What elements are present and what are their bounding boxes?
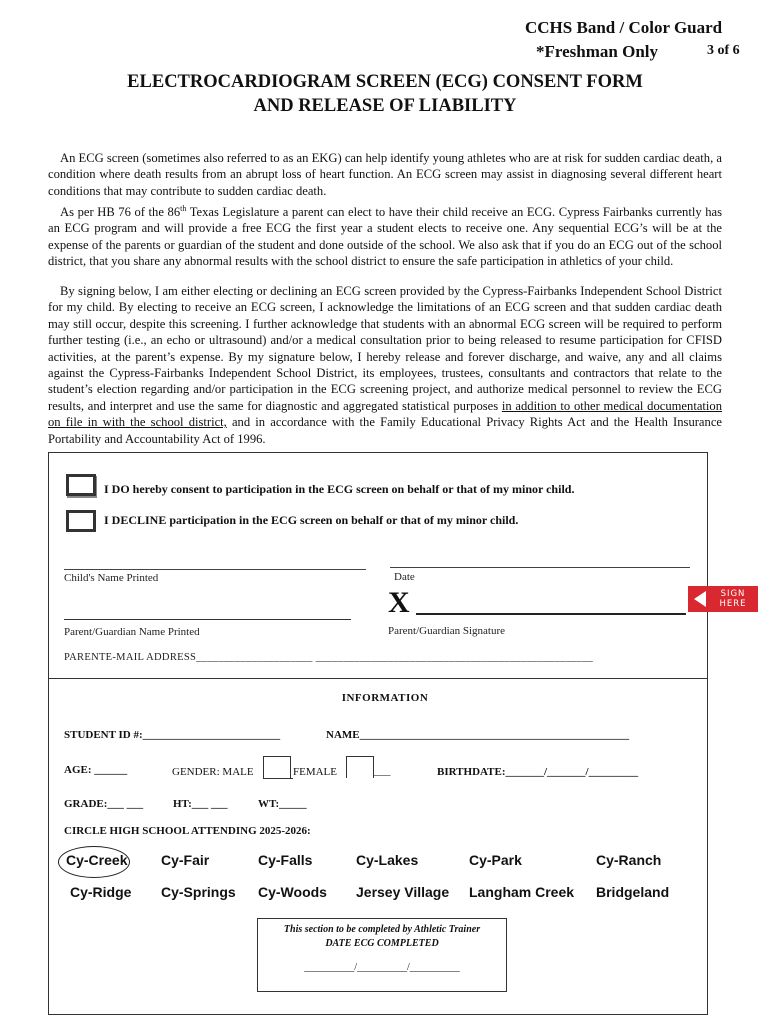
school-cy-ridge[interactable]: Cy-Ridge bbox=[70, 884, 132, 900]
organization-title: CCHS Band / Color Guard bbox=[525, 18, 723, 37]
decline-label: I DECLINE participation in the ECG screen on behalf or that of my minor child. bbox=[104, 513, 519, 527]
student-id-field[interactable]: STUDENT ID #:_________________________ bbox=[64, 729, 281, 741]
school-cy-ranch[interactable]: Cy-Ranch bbox=[596, 852, 662, 868]
birthdate-field[interactable]: BIRTHDATE:_______/_______/_________ bbox=[437, 766, 639, 778]
consent-label: I DO hereby consent to participation in the ECG screen on behalf or that of my minor child. bbox=[104, 482, 575, 496]
paragraph-intro: An ECG screen (sometimes also referred to as an EKG) can help identify young athletes who are at risk for sudden cardiac death, a condition where death results from an abrupt loss of heart function. An ECG screen may assist in diagnosing several different heart conditions that may contribute to sudden cardiac death. bbox=[48, 151, 722, 198]
p2-text-a: As per HB 76 of the 86 bbox=[60, 205, 181, 219]
p3-text-b: and in accordance with the Family Educational Privacy Rights Act and the Health Insurance Portability and Accountability Act of 1996. bbox=[48, 415, 722, 446]
ecg-date-field[interactable]: __________/__________/__________ bbox=[304, 962, 460, 973]
trainer-note: This section to be completed by Athletic Trainer bbox=[283, 924, 481, 935]
female-box[interactable] bbox=[346, 756, 374, 778]
school-cy-park[interactable]: Cy-Park bbox=[469, 852, 522, 868]
school-jersey-village[interactable]: Jersey Village bbox=[356, 884, 450, 900]
p2-superscript: th bbox=[180, 203, 187, 213]
age-field[interactable]: AGE: ______ bbox=[64, 764, 128, 776]
gender-tail: ___ bbox=[374, 765, 391, 777]
name-field[interactable]: NAME_________________________________________________ bbox=[326, 729, 630, 741]
school-cy-fair[interactable]: Cy-Fair bbox=[161, 852, 210, 868]
female-label: FEMALE bbox=[293, 766, 337, 778]
parent-name-line[interactable] bbox=[64, 619, 351, 620]
p3-underlined: in addition to other medical documentation on file in with the school district, bbox=[48, 398, 722, 430]
form-title: ELECTROCARDIOGRAM SCREEN (ECG) CONSENT FORM bbox=[127, 72, 643, 92]
parent-email-field[interactable]: PARENTE-MAIL ADDRESS_____________________ __________________________________________________ bbox=[64, 652, 594, 663]
information-heading: INFORMATION bbox=[341, 692, 429, 704]
parent-signature-line[interactable] bbox=[416, 613, 686, 615]
arrow-left-icon bbox=[694, 591, 706, 607]
circle-school-label: CIRCLE HIGH SCHOOL ATTENDING 2025-2026: bbox=[64, 825, 311, 837]
signature-x: X bbox=[388, 586, 410, 619]
school-cy-springs[interactable]: Cy-Springs bbox=[161, 884, 236, 900]
decline-checkbox[interactable] bbox=[66, 510, 96, 532]
weight-field[interactable]: WT:_____ bbox=[258, 798, 307, 810]
sign-here-label bbox=[710, 589, 756, 609]
school-cy-lakes[interactable]: Cy-Lakes bbox=[356, 852, 419, 868]
ecg-date-label: DATE ECG COMPLETED bbox=[325, 938, 439, 949]
sign-here-button[interactable] bbox=[688, 586, 758, 612]
sign-here-word2: HERE bbox=[719, 599, 747, 609]
gender-label: GENDER: MALE bbox=[172, 766, 254, 778]
audience-note: *Freshman Only bbox=[536, 42, 659, 61]
parent-signature-label: Parent/Guardian Signature bbox=[388, 625, 505, 637]
page-number: 3 of 6 bbox=[707, 43, 740, 58]
school-cy-falls[interactable]: Cy-Falls bbox=[258, 852, 313, 868]
child-name-label: Child's Name Printed bbox=[64, 572, 159, 584]
height-field[interactable]: HT:___ ___ bbox=[173, 798, 228, 810]
date-label: Date bbox=[394, 571, 415, 583]
parent-name-label: Parent/Guardian Name Printed bbox=[64, 626, 200, 638]
p2-text-b: Texas Legislature a parent can elect to have their child receive an ECG. Cypress Fairbanks currently has an ECG program and will provide a free ECG the first year a student elects to receive one. Any sequential ECG’s will be at the expense of the parents or guardian of the student and done outside of the school. We also ask that if you do an ECG out of the school district, that you share any abnormal results with the school district to ensure the safe participation in athletics of your child. bbox=[48, 205, 723, 269]
paragraph-legislation bbox=[48, 204, 722, 270]
male-box[interactable] bbox=[263, 756, 291, 778]
male-underline bbox=[263, 778, 293, 779]
school-langham-creek[interactable]: Langham Creek bbox=[469, 884, 575, 900]
form-subtitle: AND RELEASE OF LIABILITY bbox=[253, 96, 517, 116]
child-name-line[interactable] bbox=[64, 569, 366, 570]
p3-text-a: By signing below, I am either electing or declining an ECG screen provided by the Cypress-Fairbanks Independent School District for my child. By electing to receive an ECG screen, I acknowledge the limitations of an ECG screen and that sudden cardiac death may still occur, despite this screening. I further acknowledge that students with an abnormal ECG screen will be required to perform further testing (i.e., an echo or ultrasound) and/or a medical consultation prior to being released to resume participation for CFISD activities, at the parent’s expense. By my signature below, I hereby release and forever discharge, and waive, any and all claims against the Cypress-Fairbanks Independent School District, its employees, trustees, consultants and contractors that relate to the student’s election regarding and/or participation in the ECG screening project, and authorize medical personnel to review the ECG results, and interpret and use the same for diagnostic and aggregated statistical purposes bbox=[48, 284, 722, 413]
school-bridgeland[interactable]: Bridgeland bbox=[596, 884, 670, 900]
school-cy-woods[interactable]: Cy-Woods bbox=[258, 884, 327, 900]
consent-checkbox[interactable] bbox=[66, 474, 96, 496]
school-cy-creek[interactable]: Cy-Creek bbox=[66, 852, 128, 868]
paragraph-release bbox=[48, 283, 722, 447]
date-line[interactable] bbox=[390, 567, 690, 568]
section-divider bbox=[48, 678, 708, 679]
sign-here-word1: SIGN bbox=[720, 589, 746, 599]
grade-field[interactable]: GRADE:___ ___ bbox=[64, 798, 144, 810]
